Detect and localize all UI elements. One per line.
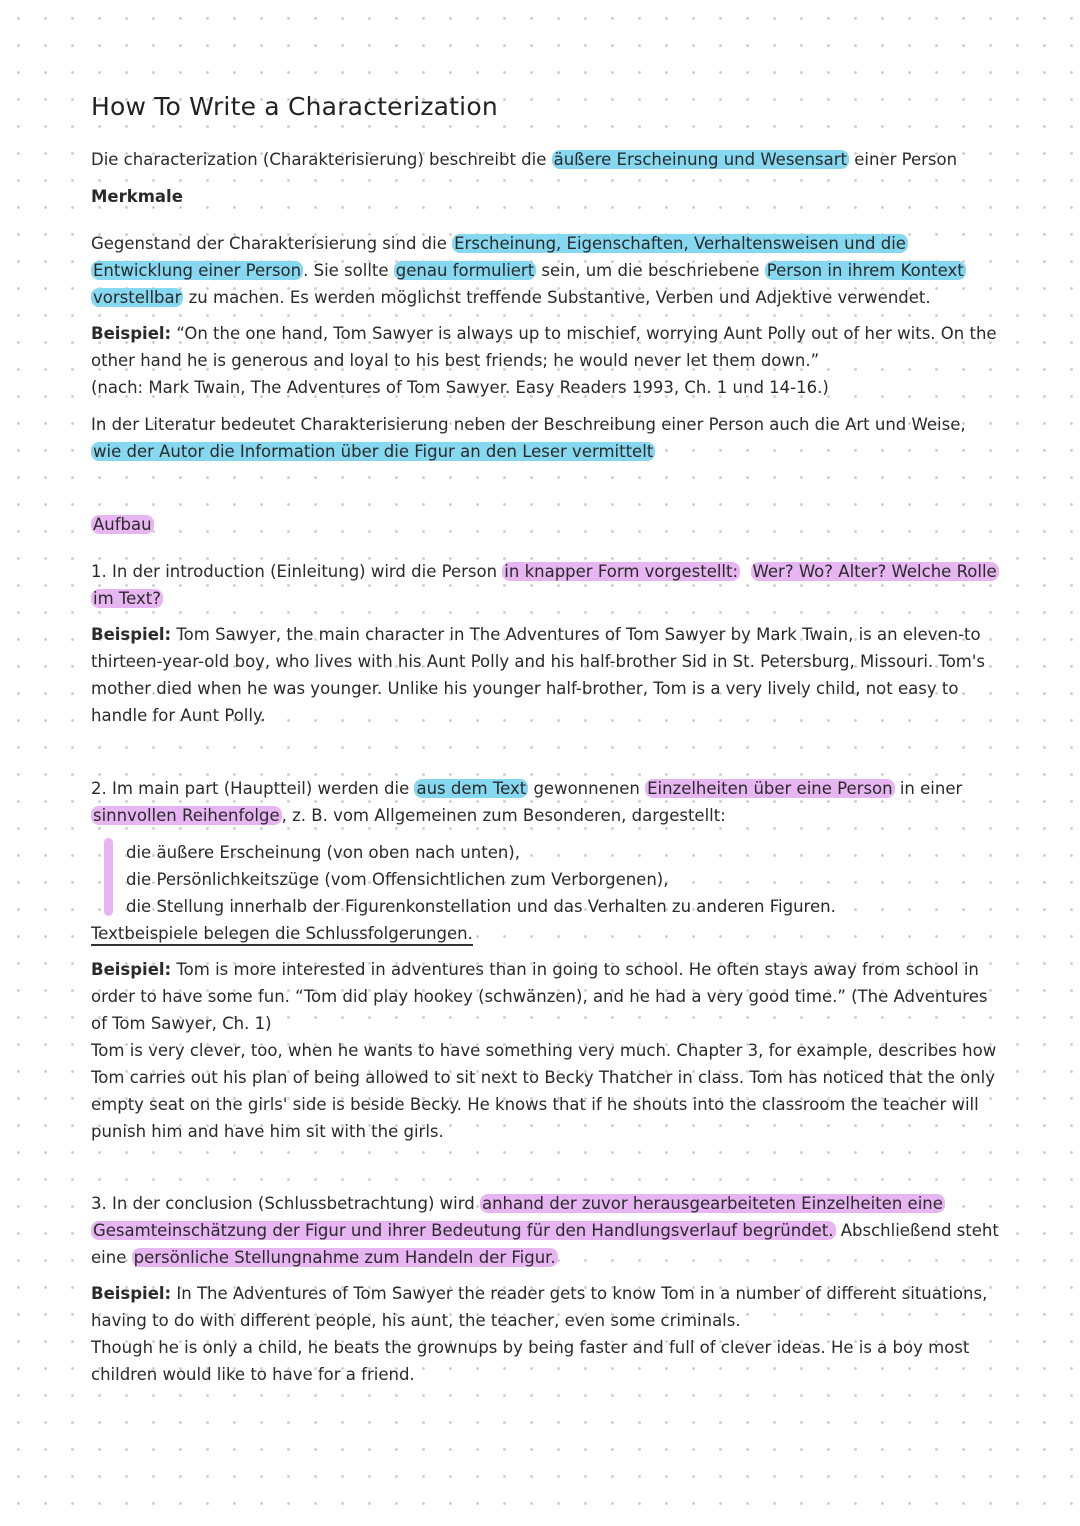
main-part-example [91, 956, 1001, 1145]
highlight-blue: wie der Autor die Information über die Figur an den Leser vermittelt [93, 442, 654, 461]
list-item: die Stellung innerhalb der Figurenkonstellation und das Verhalten zu anderen Figuren. [126, 897, 836, 916]
highlight-blue: äußere Erscheinung und Wesensart [553, 150, 847, 169]
text: 2. Im main part (Hauptteil) werden die [91, 779, 415, 798]
text: in einer [894, 779, 963, 798]
text [740, 562, 751, 581]
highlight-blue: Erscheinung, Eigenschaften, Verhaltensweisen und die Entwicklung einer Person [93, 234, 906, 280]
example-text: Tom is more interested in adventures than in going to school. He often stays away from school in order to have some fun. “Tom did play hookey (schwänzen), and he had a very good time.” (The Adventures of Tom Sawyer, Ch. 1) [91, 960, 988, 1033]
highlight-purple: in knapper Form vorgestellt: [504, 562, 739, 581]
text: 1. In der introduction (Einleitung) wird die Person [91, 562, 503, 581]
highlight-purple: persönliche Stellungnahme zum Handeln der Figur. [133, 1248, 556, 1267]
example-label: Beispiel: [91, 960, 172, 979]
main-part-paragraph [91, 775, 1001, 829]
example-text: Though he is only a child, he beats the grownups by being faster and full of clever ideas. He is a boy most children would like to have for a friend. [91, 1338, 970, 1384]
underlined-note: Textbeispiele belegen die Schlussfolgerungen. [91, 924, 473, 946]
example-text: In The Adventures of Tom Sawyer the reader gets to know Tom in a number of different situations, having to do with different people, his aunt, the teacher, even some criminals. [91, 1284, 988, 1330]
text: Abschließend steht eine [91, 1221, 999, 1267]
literature-paragraph [91, 411, 1001, 465]
highlight-purple: Wer? Wo? Alter? Welche Rolle im Text? [93, 562, 997, 608]
text: In der Literatur bedeutet Charakterisierung neben der Beschreibung einer Person auch die Art und Weise, [91, 415, 966, 434]
text: . Sie sollte [303, 261, 394, 280]
example-label: Beispiel: [91, 324, 172, 343]
list-item: die äußere Erscheinung (von oben nach unten), [126, 843, 520, 862]
highlight-purple: Aufbau [93, 515, 152, 534]
example-label: Beispiel: [91, 1284, 172, 1303]
highlight-blue: Person in ihrem Kontext vorstellbar [93, 261, 964, 307]
text: 3. In der conclusion (Schlussbetrachtung) wird [91, 1194, 480, 1213]
text: einer Person [849, 150, 958, 169]
text: , z. B. vom Allgemeinen zum Besonderen, dargestellt: [281, 806, 726, 825]
example-text: Tom Sawyer, the main character in The Adventures of Tom Sawyer by Mark Twain, is an eleven-to thirteen-year-old boy, who lives with his Aunt Polly and his half-brother Sid in St. Petersburg, Missouri. Tom's mother died when he was younger. Unlike his younger half-brother, Tom is a very lively child, not easy to handle for Aunt Polly. [91, 625, 986, 725]
text: sein, um die beschriebene [536, 261, 765, 280]
example-source: (nach: Mark Twain, The Adventures of Tom Sawyer. Easy Readers 1993, Ch. 1 und 14-16.) [91, 378, 829, 397]
aufbau-heading [91, 511, 1001, 538]
list-marker-bar [104, 838, 113, 916]
main-part-note [91, 920, 1001, 947]
text: gewonnenen [528, 779, 646, 798]
text: Die characterization (Charakterisierung) beschreibt die [91, 150, 552, 169]
example-text: Tom is very clever, too, when he wants to have something very much. Chapter 3, for example, describes how Tom carries out his plan of being allowed to sit next to Becky Thatcher in class. Tom has noticed that the only empty seat on the girls' side is beside Becky. He knows that if he shouts into the classroom the teacher will punish him and have him sit with the girls. [91, 1041, 997, 1141]
merkmale-heading: Merkmale [91, 187, 183, 206]
merkmale-paragraph [91, 230, 1001, 311]
list-item: die Persönlichkeitszüge (vom Offensichtlichen zum Verborgenen), [126, 870, 669, 889]
page-title: How To Write a Characterization [91, 92, 498, 121]
highlight-purple: anhand der zuvor herausgearbeiteten Einzelheiten eine Gesamteinschätzung der Figur und ihrer Bedeutung für den Handlungsverlauf begründet. [93, 1194, 943, 1240]
conclusion-paragraph [91, 1190, 1001, 1271]
highlight-purple: sinnvollen Reihenfolge [93, 806, 280, 825]
example-label: Beispiel: [91, 625, 172, 644]
main-part-list [126, 839, 996, 920]
introduction-example [91, 621, 1001, 729]
highlight-blue: genau formuliert [395, 261, 535, 280]
intro-paragraph [91, 146, 1001, 173]
conclusion-example [91, 1280, 1001, 1388]
text: zu machen. Es werden möglichst treffende Substantive, Verben und Adjektive verwendet. [183, 288, 931, 307]
introduction-paragraph [91, 558, 1001, 612]
text: Gegenstand der Charakterisierung sind die [91, 234, 453, 253]
highlight-purple: Einzelheiten über eine Person [647, 779, 893, 798]
merkmale-example [91, 320, 1001, 401]
highlight-blue: aus dem Text [416, 779, 527, 798]
example-text: “On the one hand, Tom Sawyer is always up to mischief, worrying Aunt Polly out of her wits. On the other hand he is generous and loyal to his best friends; he would never let them down.” [91, 324, 997, 370]
